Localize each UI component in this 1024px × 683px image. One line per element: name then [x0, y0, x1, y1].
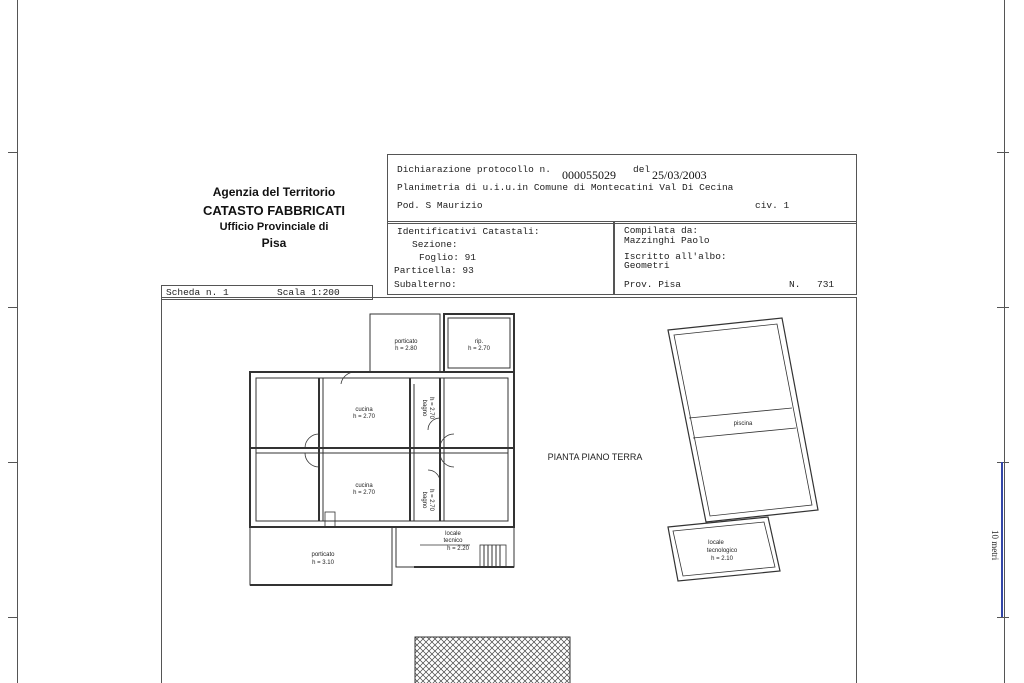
label-cucina-2: cucina	[355, 483, 373, 489]
scheda-label: Scheda n. 1	[166, 287, 229, 298]
main-building-inner	[256, 378, 508, 521]
agency-office: Ufficio Provinciale di	[219, 221, 329, 233]
n-value: 731	[817, 279, 835, 290]
roof-hatch	[415, 637, 570, 683]
label-porticato-top-h: h = 2.80	[395, 346, 417, 352]
civic-number: civ. 1	[755, 200, 790, 211]
label-porticato-top: porticato	[394, 339, 418, 345]
label-rip-h: h = 2.70	[468, 346, 490, 352]
n-label: N.	[789, 279, 801, 290]
prov-label: Prov. Pisa	[624, 279, 682, 290]
label-locale-tecnico-h: h = 2.20	[447, 546, 469, 552]
label-porticato-bottom-h: h = 3.10	[312, 560, 334, 566]
planimetria-line: Planimetria di u.i.u.in Comune di Montecatini Val Di Cecina	[397, 182, 734, 193]
pool-divider-2	[693, 428, 796, 438]
particella: Particella: 93	[394, 265, 474, 276]
label-cucina-2-h: h = 2.70	[353, 490, 375, 496]
main-building-outer	[250, 372, 514, 527]
label-cucina-1-h: h = 2.70	[353, 414, 375, 420]
label-porticato-bottom: porticato	[311, 552, 335, 558]
scala-label: Scala 1:200	[277, 287, 340, 298]
date-label: del	[633, 164, 651, 175]
label-piscina: piscina	[733, 421, 753, 427]
foglio: Foglio: 91	[419, 252, 477, 263]
compilata-label: Compilata da:	[624, 225, 699, 236]
date-value: 25/03/2003	[652, 168, 707, 182]
label-bagno-1-h: h = 2.70	[428, 397, 434, 419]
sezione: Sezione:	[412, 239, 458, 250]
iscritto-label: Iscritto all'albo:	[624, 251, 727, 262]
pool-divider-1	[689, 408, 792, 418]
plan-title: PIANTA PIANO TERRA	[547, 452, 643, 462]
address: Pod. S Maurizio	[397, 200, 483, 211]
label-locale-tecnico: locale	[445, 531, 461, 537]
agency-catasto: CATASTO FABBRICATI	[202, 203, 346, 218]
compiler-name: Mazzinghi Paolo	[624, 235, 710, 246]
subalterno: Subalterno:	[394, 279, 457, 290]
scale-bar-label: 10 metri	[990, 530, 1000, 561]
label-locale-tecnologico-2: tecnologico	[706, 548, 738, 554]
label-bagno-1: bagno	[421, 399, 427, 417]
protocol-number: 000055029	[562, 168, 616, 182]
identifiers-title: Identificativi Catastali:	[397, 226, 540, 237]
label-locale-tecnologico: locale	[708, 540, 724, 546]
label-bagno-2: bagno	[421, 491, 427, 509]
agency-province: Pisa	[261, 236, 287, 250]
protocol-label: Dichiarazione protocollo n.	[397, 164, 551, 175]
label-bagno-2-h: h = 2.70	[428, 489, 434, 511]
label-locale-tecnico-2: tecnico	[443, 538, 463, 544]
label-locale-tecnologico-h: h = 2.10	[711, 556, 733, 562]
pool-inner	[674, 324, 812, 516]
label-rip: rip.	[474, 339, 484, 345]
label-cucina-1: cucina	[355, 407, 373, 413]
agency-name: Agenzia del Territorio	[212, 185, 336, 199]
albo-value: Geometri	[624, 260, 670, 271]
